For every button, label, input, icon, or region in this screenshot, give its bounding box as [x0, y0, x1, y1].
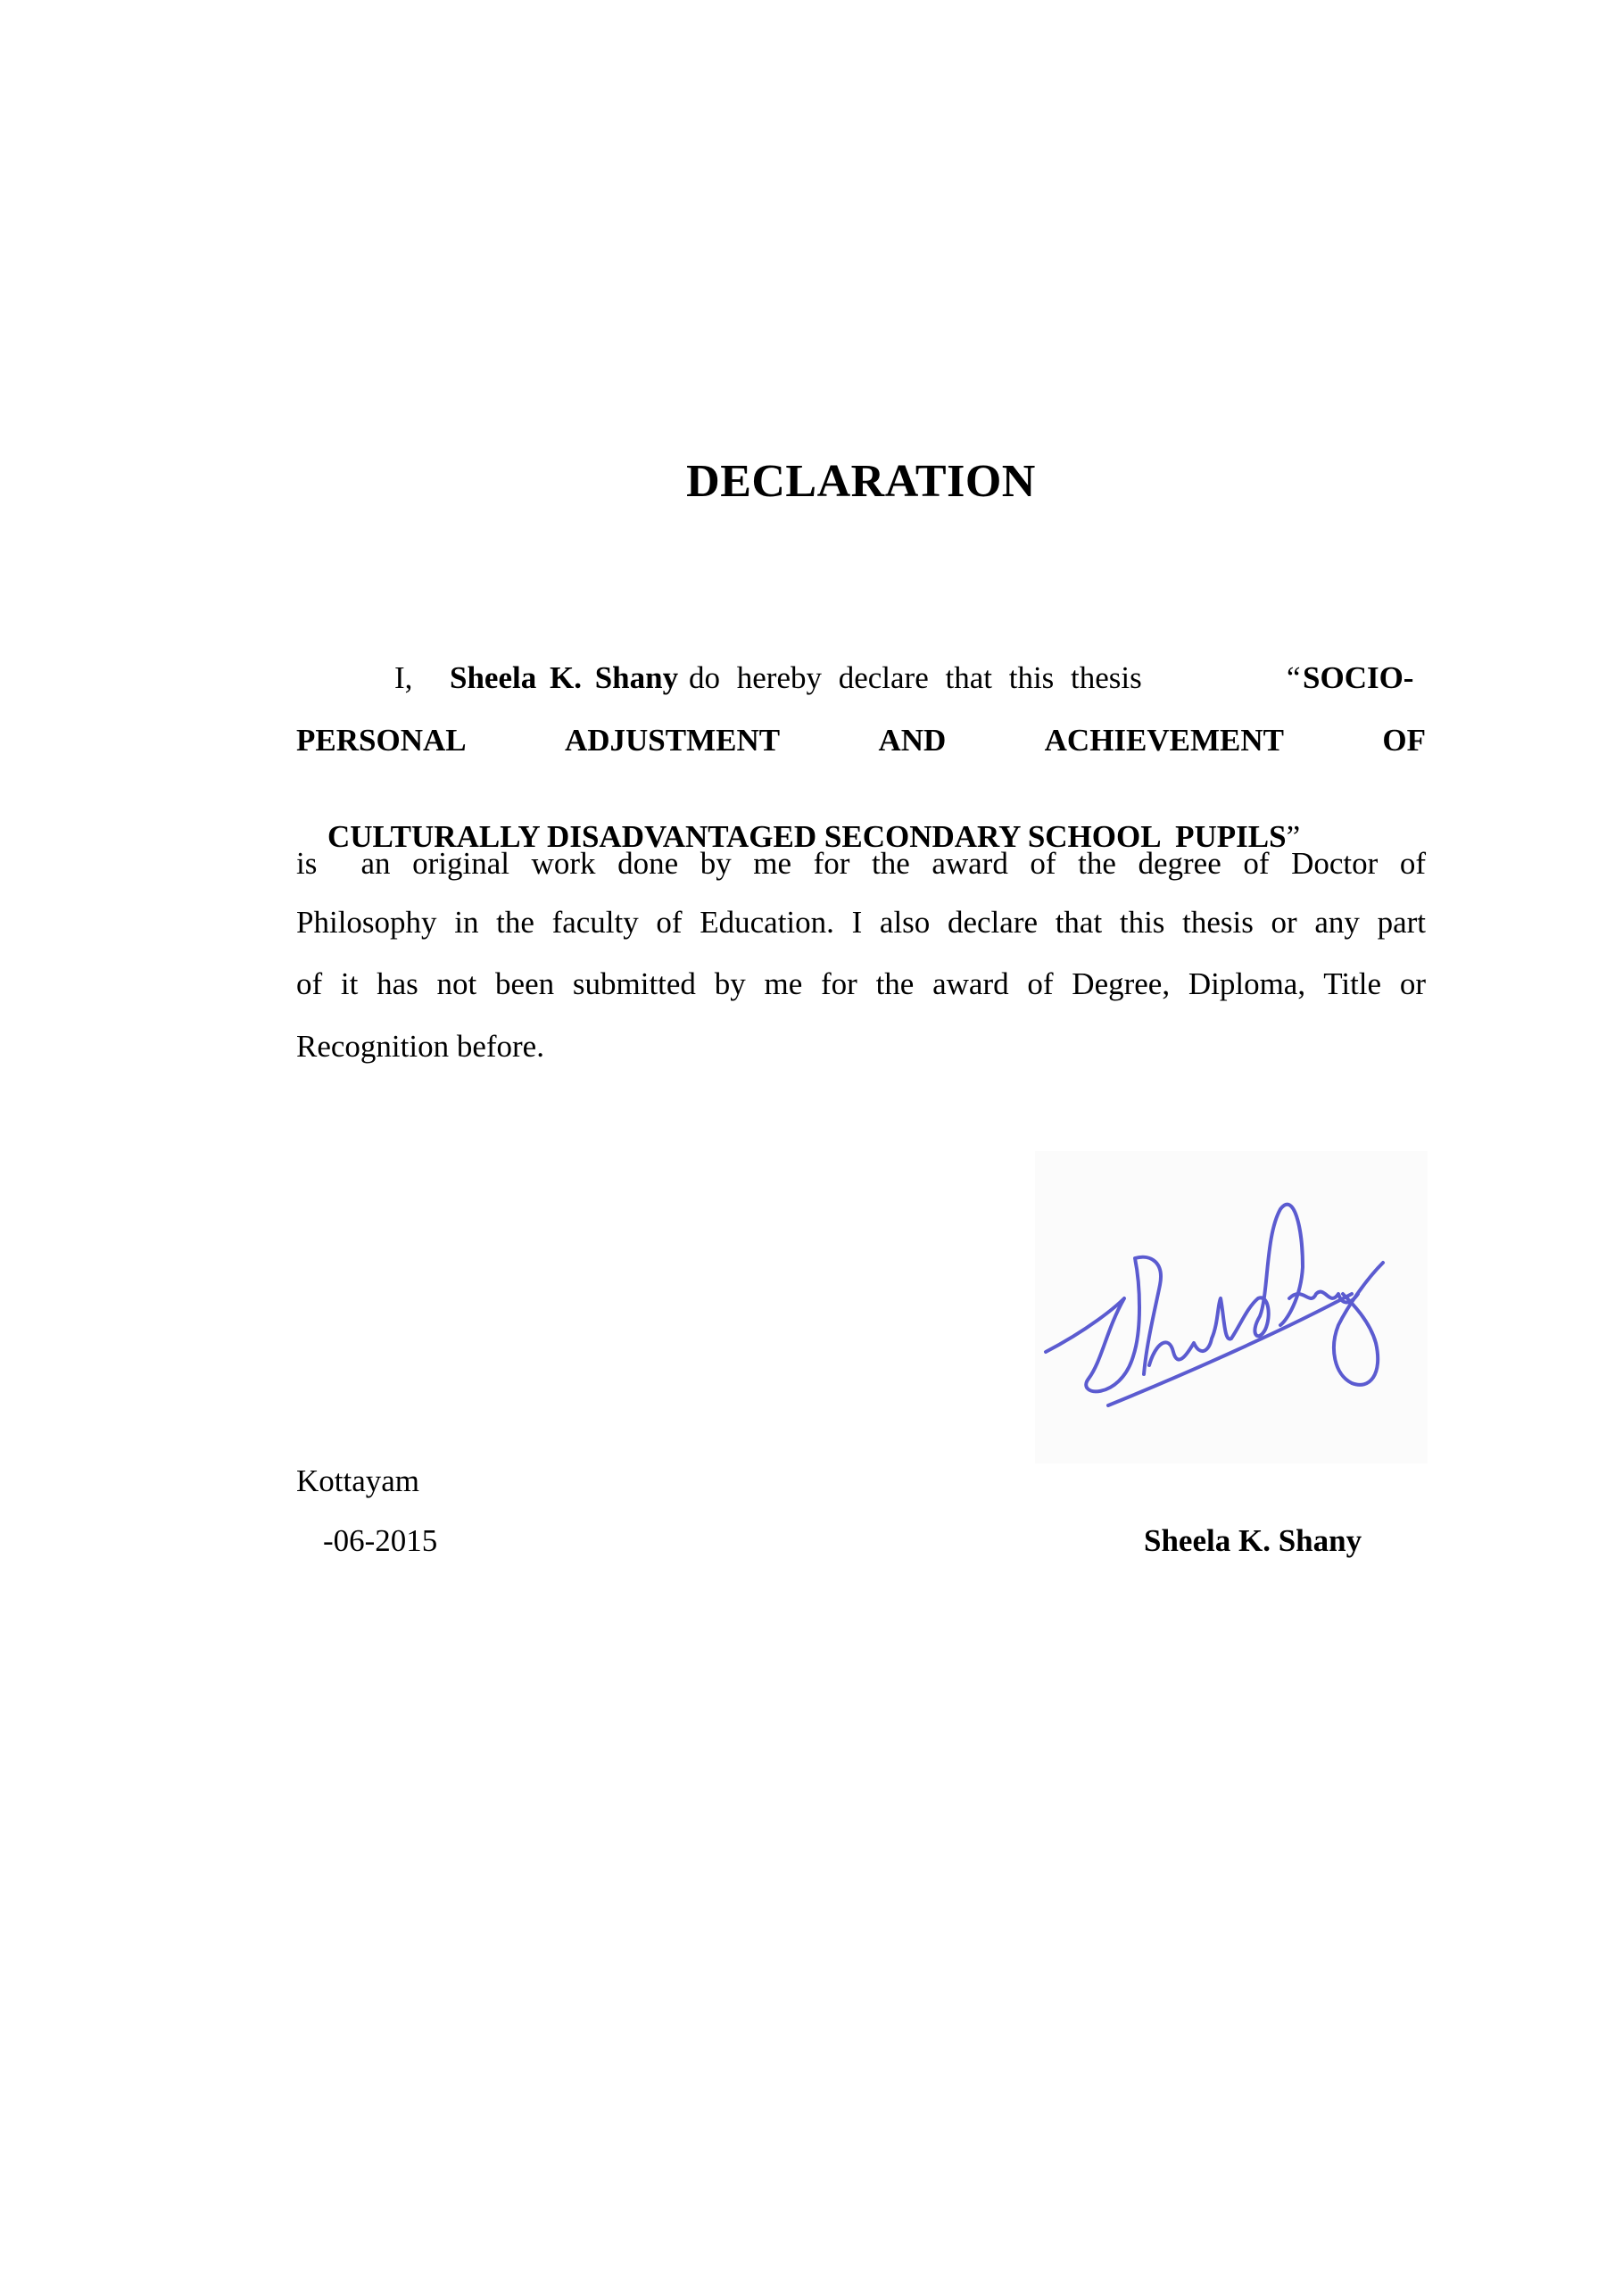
- author-name-inline: Sheela K. Shany: [450, 660, 679, 695]
- signatory-name: Sheela K. Shany: [1144, 1523, 1362, 1558]
- thesis-title-start: SOCIO-: [1303, 660, 1414, 695]
- paragraph-line-6: of it has not been submitted by me for the award of Degree, Diploma, Title or: [296, 966, 1426, 1001]
- thesis-title-word: AND: [878, 723, 947, 758]
- page-title: DECLARATION: [686, 456, 1036, 507]
- thesis-title-word: ADJUSTMENT: [564, 723, 781, 758]
- thesis-title-word: ACHIEVEMENT: [1044, 723, 1285, 758]
- thesis-title-word: PERSONAL: [296, 723, 467, 758]
- paragraph-line-1: [296, 660, 1426, 696]
- signature-icon: [1035, 1151, 1428, 1463]
- thesis-title-end: CULTURALLY DISADVANTAGED SECONDARY SCHOOL PUPILS: [327, 819, 1287, 854]
- paragraph-line-7: Recognition before.: [296, 1029, 544, 1064]
- paragraph-line-5: Philosophy in the faculty of Education. I also declare that this thesis or any part: [296, 905, 1426, 940]
- date-label: -06-2015: [323, 1523, 438, 1558]
- signature-image: [1035, 1151, 1428, 1463]
- thesis-title-word: OF: [1382, 723, 1426, 758]
- place-label: Kottayam: [296, 1463, 420, 1498]
- paragraph-line-4: is an original work done by me for the award of the degree of Doctor of: [296, 846, 1426, 881]
- pronoun: I,: [394, 660, 413, 695]
- declaration-text: do hereby declare that this thesis: [689, 660, 1142, 695]
- close-quote: ”: [1286, 819, 1301, 854]
- paragraph-line-3: [296, 783, 1426, 854]
- open-quote: “: [1287, 660, 1301, 695]
- paragraph-line-2: [296, 723, 1426, 758]
